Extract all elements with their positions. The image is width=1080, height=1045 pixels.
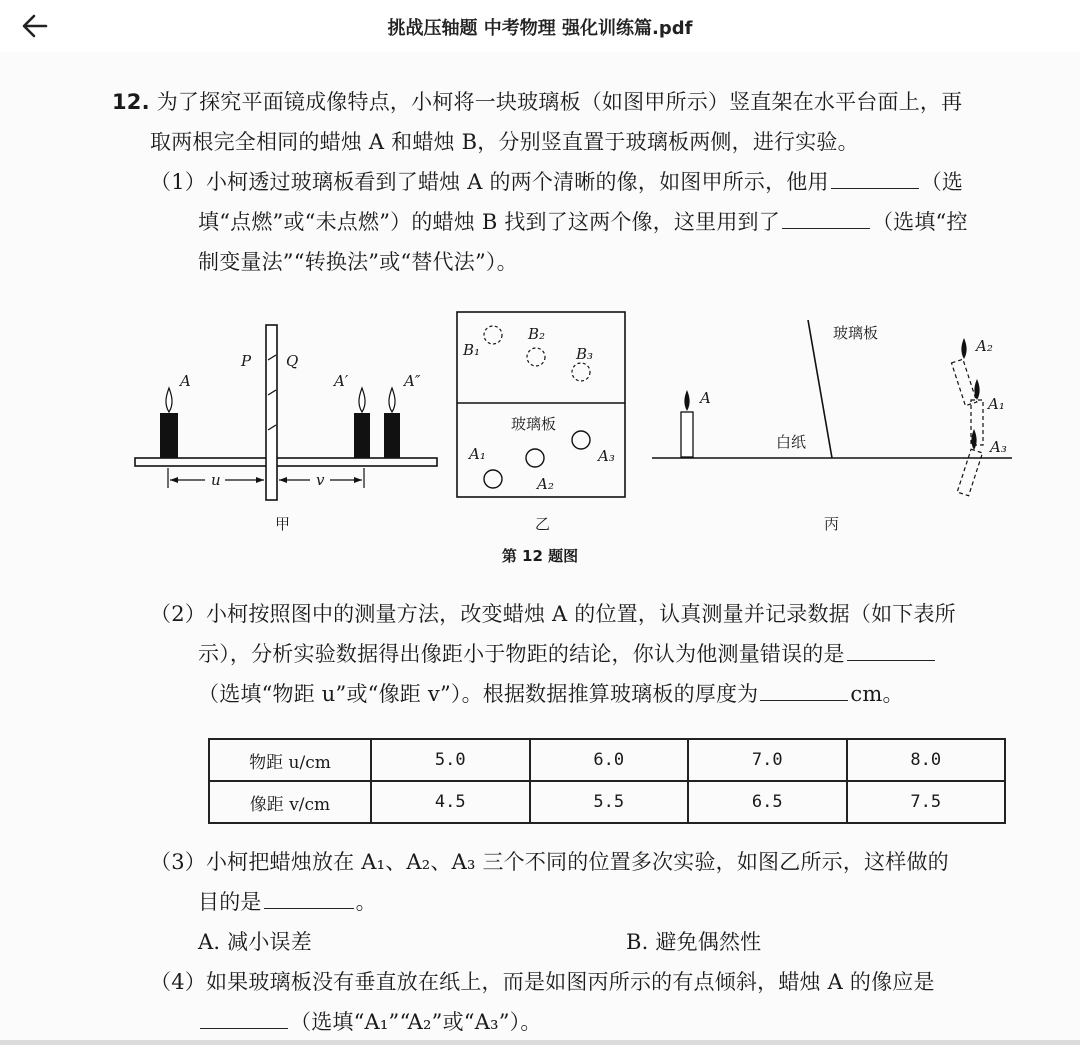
table-cell: 4.5 bbox=[371, 781, 530, 823]
answer-blank-3[interactable] bbox=[847, 659, 935, 661]
label-jia-a: A bbox=[180, 372, 191, 390]
table-row bbox=[209, 739, 1005, 781]
label-bing-a1: A₁ bbox=[988, 395, 1005, 413]
flame-icon bbox=[359, 388, 365, 412]
figure-caption: 第 12 题图 bbox=[501, 547, 579, 565]
part2-text-a: 示），分析实验数据得出像距小于物距的结论，你认为他测量错误的是 bbox=[198, 642, 845, 666]
candle-a-jia bbox=[160, 413, 178, 458]
label-bing-glass: 玻璃板 bbox=[833, 324, 879, 342]
part1-text-c: 填“点燃”或“未点燃”）的蜡烛 B 找到了这两个像，这里用到了 bbox=[198, 210, 780, 234]
part3-line-2 bbox=[198, 886, 377, 916]
image-a3 bbox=[957, 429, 982, 496]
answer-blank-1[interactable] bbox=[831, 187, 919, 189]
flame-icon bbox=[166, 388, 172, 412]
question-stem-line-2: 取两根完全相同的蜡烛 A 和蜡烛 B，分别竖直置于玻璃板两侧，进行实验。 bbox=[150, 130, 859, 154]
part1-text-a: （1）小柯透过玻璃板看到了蜡烛 A 的两个清晰的像，如图甲所示，他用 bbox=[150, 170, 829, 194]
label-yi-b3: B₃ bbox=[576, 345, 594, 363]
part3-line-1: （3）小柯把蜡烛放在 A₁、A₂、A₃ 三个不同的位置多次实验，如图乙所示，这样做的 bbox=[150, 850, 949, 874]
label-jia-a-double-prime: A″ bbox=[404, 372, 421, 390]
option-b: B. 避免偶然性 bbox=[626, 930, 762, 954]
image-a2 bbox=[951, 338, 976, 406]
label-jia-u: u bbox=[211, 471, 221, 489]
table-surface bbox=[135, 458, 437, 466]
label-bing-name: 丙 bbox=[824, 515, 840, 533]
image-candle-a-prime bbox=[354, 413, 370, 458]
label-bing-a: A bbox=[700, 389, 711, 407]
part4-text: （选填“A₁”“A₂”或“A₃”）。 bbox=[290, 1010, 542, 1034]
page-bottom-edge bbox=[0, 1040, 1080, 1045]
part2-line-1: （2）小柯按照图中的测量方法，改变蜡烛 A 的位置，认真测量并记录数据（如下表所 bbox=[150, 602, 956, 626]
label-jia-q: Q bbox=[286, 352, 299, 370]
label-bing-a3: A₃ bbox=[990, 438, 1007, 456]
label-yi-a1: A₁ bbox=[469, 445, 486, 463]
label-jia-v: v bbox=[316, 471, 325, 489]
answer-blank-2[interactable] bbox=[782, 227, 870, 229]
part3-text-b: 。 bbox=[355, 890, 377, 914]
label-jia-p: P bbox=[241, 352, 252, 370]
part1-line-2 bbox=[198, 206, 968, 236]
part2-text-b: （选填“物距 u”或“像距 v”）。根据数据推算玻璃板的厚度为 bbox=[198, 682, 759, 706]
part1-text-d: （选填“控 bbox=[871, 210, 968, 234]
question-number: 12. bbox=[112, 90, 150, 114]
document-title: 挑战压轴题 中考物理 强化训练篇.pdf bbox=[387, 18, 693, 39]
part4-line-1: （4）如果玻璃板没有垂直放在纸上，而是如图丙所示的有点倾斜，蜡烛 A 的像应是 bbox=[150, 970, 935, 994]
table-row bbox=[209, 781, 1005, 823]
label-bing-paper: 白纸 bbox=[776, 433, 807, 451]
table-cell: 6.0 bbox=[530, 739, 689, 781]
answer-blank-5[interactable] bbox=[264, 907, 354, 909]
part2-text-c: cm。 bbox=[850, 682, 904, 706]
label-bing-a2: A₂ bbox=[976, 337, 993, 355]
candle-a-bing bbox=[681, 412, 693, 457]
answer-blank-4[interactable] bbox=[760, 699, 848, 701]
flame-icon bbox=[971, 429, 976, 450]
answer-blank-6[interactable] bbox=[200, 1027, 288, 1029]
label-yi-glass: 玻璃板 bbox=[511, 415, 557, 433]
figure-bing bbox=[652, 320, 1012, 496]
label-yi-a3: A₃ bbox=[598, 447, 615, 465]
flame-icon bbox=[684, 390, 689, 411]
label-yi-a2: A₂ bbox=[537, 475, 554, 493]
label-yi-b2: B₂ bbox=[528, 325, 546, 343]
stem-text-1: 为了探究平面镜成像特点，小柯将一块玻璃板（如图甲所示）竖直架在水平台面上，再 bbox=[156, 90, 963, 114]
table-cell: 7.5 bbox=[847, 781, 1006, 823]
question-stem-line-1 bbox=[112, 86, 962, 116]
image-candle-a-double-prime bbox=[384, 413, 400, 458]
option-a: A. 减小误差 bbox=[198, 930, 312, 954]
tilted-glass-plate bbox=[808, 320, 832, 458]
part4-line-2 bbox=[198, 1006, 542, 1036]
table-cell: 5.5 bbox=[530, 781, 689, 823]
table-cell: 5.0 bbox=[371, 739, 530, 781]
label-jia-name: 甲 bbox=[275, 515, 291, 533]
table-cell: 6.5 bbox=[688, 781, 847, 823]
table-row-label: 像距 v/cm bbox=[209, 781, 371, 823]
table-row-label: 物距 u/cm bbox=[209, 739, 371, 781]
part1-line-3: 制变量法”“转换法”或“替代法”）。 bbox=[198, 250, 518, 274]
part1-text-b: （选 bbox=[920, 170, 964, 194]
part2-line-3 bbox=[198, 678, 904, 708]
data-table bbox=[208, 738, 1006, 824]
glass-plate-side bbox=[266, 325, 277, 500]
table-cell: 7.0 bbox=[688, 739, 847, 781]
part3-text-a: 目的是 bbox=[198, 890, 262, 914]
table-cell: 8.0 bbox=[847, 739, 1006, 781]
part2-line-2 bbox=[198, 638, 937, 668]
label-jia-a-prime: A′ bbox=[334, 372, 349, 390]
top-bar bbox=[0, 0, 1080, 52]
part1-line-1 bbox=[150, 166, 963, 196]
label-yi-b1: B₁ bbox=[463, 341, 481, 359]
label-yi-name: 乙 bbox=[535, 515, 551, 533]
flame-icon bbox=[961, 338, 966, 359]
flame-icon bbox=[389, 388, 395, 412]
